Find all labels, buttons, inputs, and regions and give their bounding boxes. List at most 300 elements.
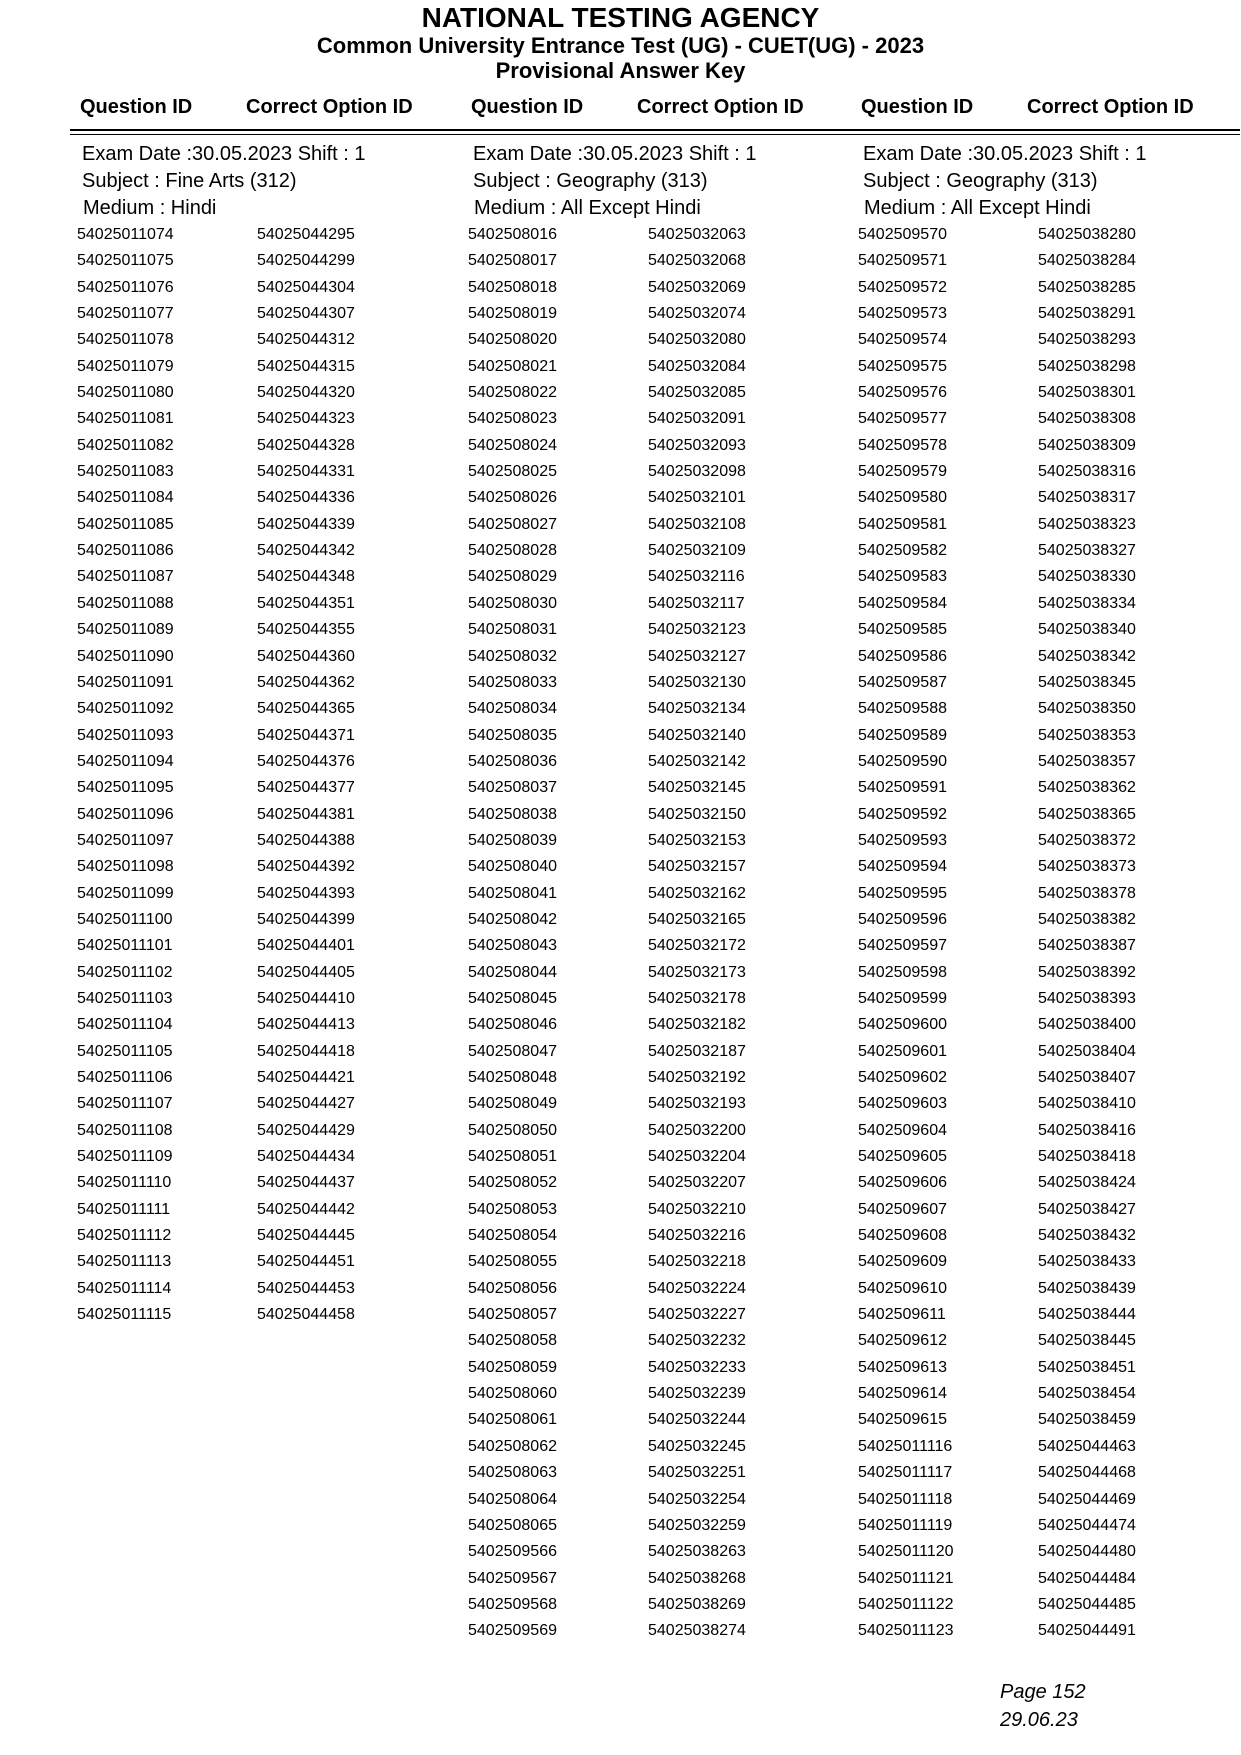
correct-option-id: 54025038378 — [1038, 884, 1136, 902]
question-id: 54025011103 — [77, 989, 173, 1007]
table-row — [858, 1407, 1241, 1433]
question-id: 54025011080 — [77, 384, 174, 402]
correct-option-id: 54025032173 — [648, 963, 746, 981]
correct-option-id: 54025038445 — [1038, 1332, 1136, 1350]
correct-option-id: 54025038269 — [648, 1595, 746, 1613]
table-row — [77, 1249, 467, 1275]
table-row — [468, 1434, 858, 1460]
correct-option-id: 54025038263 — [648, 1543, 746, 1561]
table-row — [468, 1566, 858, 1592]
col-header-correct-option-id-3: Correct Option ID — [1027, 96, 1194, 118]
table-row — [468, 222, 858, 248]
correct-option-id: 54025038373 — [1038, 858, 1136, 876]
table-row — [468, 433, 858, 459]
table-row — [468, 1328, 858, 1354]
table-row — [468, 275, 858, 301]
correct-option-id: 54025044434 — [257, 1148, 355, 1166]
table-row — [77, 1223, 467, 1249]
question-id: 5402508052 — [468, 1174, 557, 1192]
question-id: 5402509603 — [858, 1095, 947, 1113]
table-row — [77, 433, 467, 459]
correct-option-id: 54025044339 — [257, 515, 355, 533]
table-row — [77, 1276, 467, 1302]
table-row — [858, 1539, 1241, 1565]
table-row — [468, 301, 858, 327]
correct-option-id: 54025038432 — [1038, 1227, 1136, 1245]
question-id: 5402509606 — [858, 1174, 947, 1192]
question-id: 54025011116 — [858, 1437, 953, 1455]
question-id: 5402509576 — [858, 384, 947, 402]
question-id: 54025011092 — [77, 700, 174, 718]
correct-option-id: 54025038392 — [1038, 963, 1136, 981]
correct-option-id: 54025044451 — [257, 1253, 355, 1271]
correct-option-id: 54025044491 — [1038, 1622, 1136, 1640]
correct-option-id: 54025044458 — [257, 1306, 355, 1324]
correct-option-id: 54025044323 — [257, 410, 355, 428]
question-id: 5402508045 — [468, 989, 557, 1007]
table-row — [858, 1381, 1241, 1407]
correct-option-id: 54025032127 — [648, 647, 746, 665]
table-row — [468, 1012, 858, 1038]
correct-option-id: 54025038459 — [1038, 1411, 1136, 1429]
correct-option-id: 54025044388 — [257, 831, 355, 849]
correct-option-id: 54025032232 — [648, 1332, 746, 1350]
correct-option-id: 54025044410 — [257, 989, 355, 1007]
correct-option-id: 54025038353 — [1038, 726, 1136, 744]
table-row — [77, 1144, 467, 1170]
correct-option-id: 54025038433 — [1038, 1253, 1136, 1271]
table-row — [77, 960, 467, 986]
correct-option-id: 54025032074 — [648, 305, 746, 323]
correct-option-id: 54025032098 — [648, 463, 746, 481]
correct-option-id: 54025032193 — [648, 1095, 746, 1113]
question-id: 5402508016 — [468, 226, 557, 243]
question-id: 54025011119 — [858, 1516, 953, 1534]
table-row — [468, 538, 858, 564]
correct-option-id: 54025038362 — [1038, 779, 1136, 797]
question-id: 5402509573 — [858, 305, 947, 323]
correct-option-id: 54025038316 — [1038, 463, 1136, 481]
table-row — [468, 1539, 858, 1565]
question-id: 54025011115 — [77, 1306, 172, 1324]
table-row — [858, 1513, 1241, 1539]
question-id: 5402509572 — [858, 278, 947, 296]
table-row — [77, 1118, 467, 1144]
table-row — [468, 775, 858, 801]
table-row — [77, 749, 467, 775]
question-id: 5402509591 — [858, 779, 947, 797]
correct-option-id: 54025038284 — [1038, 252, 1136, 270]
question-id: 5402509612 — [858, 1332, 947, 1350]
question-id: 54025011084 — [77, 489, 174, 507]
correct-option-id: 54025032080 — [648, 331, 746, 349]
table-row — [858, 986, 1241, 1012]
question-id: 54025011122 — [858, 1595, 954, 1613]
correct-option-id: 54025032084 — [648, 357, 746, 375]
table-row — [858, 1012, 1241, 1038]
question-id: 5402509595 — [858, 884, 947, 902]
question-id: 5402508046 — [468, 1016, 557, 1034]
table-row — [858, 301, 1241, 327]
table-row — [468, 1302, 858, 1328]
correct-option-id: 54025038427 — [1038, 1200, 1136, 1218]
question-id: 5402508043 — [468, 937, 557, 955]
correct-option-id: 54025038350 — [1038, 700, 1136, 718]
table-row — [858, 1460, 1241, 1486]
correct-option-id: 54025044376 — [257, 752, 355, 770]
correct-option-id: 54025038309 — [1038, 436, 1136, 454]
question-id: 5402508039 — [468, 831, 557, 849]
correct-option-id: 54025032218 — [648, 1253, 746, 1271]
table-row — [858, 1065, 1241, 1091]
question-id: 5402508050 — [468, 1121, 557, 1139]
table-row — [858, 1566, 1241, 1592]
table-row — [858, 1487, 1241, 1513]
correct-option-id: 54025038298 — [1038, 357, 1136, 375]
question-id: 5402509599 — [858, 989, 947, 1007]
table-row — [858, 1223, 1241, 1249]
table-row — [468, 1249, 858, 1275]
table-row — [858, 433, 1241, 459]
question-id: 5402508031 — [468, 621, 557, 639]
table-row — [468, 248, 858, 274]
table-row — [468, 1197, 858, 1223]
question-id: 54025011096 — [77, 805, 174, 823]
table-row — [468, 512, 858, 538]
table-row — [858, 617, 1241, 643]
table-row — [77, 459, 467, 485]
table-row — [858, 775, 1241, 801]
question-id: 54025011099 — [77, 884, 174, 902]
table-row — [858, 1039, 1241, 1065]
question-id: 5402509609 — [858, 1253, 947, 1271]
correct-option-id: 54025038317 — [1038, 489, 1136, 507]
table-row — [77, 222, 467, 248]
question-id: 5402509589 — [858, 726, 947, 744]
table-row — [858, 644, 1241, 670]
table-row — [468, 881, 858, 907]
table-row — [468, 1487, 858, 1513]
question-id: 5402508036 — [468, 752, 557, 770]
question-id: 5402508026 — [468, 489, 557, 507]
question-id: 54025011120 — [858, 1543, 954, 1561]
table-row — [77, 986, 467, 1012]
question-id: 5402508020 — [468, 331, 557, 349]
question-id: 54025011111 — [77, 1200, 171, 1218]
correct-option-id: 54025032245 — [648, 1437, 746, 1455]
correct-option-id: 54025032178 — [648, 989, 746, 1007]
correct-option-id: 54025038444 — [1038, 1306, 1136, 1324]
correct-option-id: 54025032085 — [648, 384, 746, 402]
table-row — [77, 1091, 467, 1117]
correct-option-id: 54025032216 — [648, 1227, 746, 1245]
table-row — [858, 907, 1241, 933]
question-id: 5402509587 — [858, 673, 947, 691]
correct-option-id: 54025032093 — [648, 436, 746, 454]
table-row — [468, 1118, 858, 1144]
correct-option-id: 54025044480 — [1038, 1543, 1136, 1561]
header-rule-thin — [70, 134, 1240, 135]
question-id: 5402508041 — [468, 884, 557, 902]
correct-option-id: 54025038416 — [1038, 1121, 1136, 1139]
correct-option-id: 54025032109 — [648, 542, 746, 560]
correct-option-id: 54025032153 — [648, 831, 746, 849]
question-id: 5402509577 — [858, 410, 947, 428]
correct-option-id: 54025044469 — [1038, 1490, 1136, 1508]
table-row — [77, 591, 467, 617]
correct-option-id: 54025044295 — [257, 226, 355, 243]
correct-option-id: 54025044377 — [257, 779, 355, 797]
question-id: 5402508056 — [468, 1279, 557, 1297]
table-row — [468, 1355, 858, 1381]
question-id: 5402508042 — [468, 910, 557, 928]
question-id: 5402509613 — [858, 1358, 947, 1376]
table-row — [77, 301, 467, 327]
correct-option-id: 54025038404 — [1038, 1042, 1136, 1060]
question-id: 5402509601 — [858, 1042, 947, 1060]
correct-option-id: 54025032130 — [648, 673, 746, 691]
correct-option-id: 54025044299 — [257, 252, 355, 270]
question-id: 5402509588 — [858, 700, 947, 718]
question-id: 5402508021 — [468, 357, 557, 375]
correct-option-id: 54025044484 — [1038, 1569, 1136, 1587]
question-id: 54025011091 — [77, 673, 174, 691]
table-row — [77, 512, 467, 538]
question-id: 5402508049 — [468, 1095, 557, 1113]
col-header-correct-option-id-1: Correct Option ID — [246, 96, 413, 118]
table-row — [858, 1592, 1241, 1618]
section-geography-a — [468, 141, 858, 1645]
correct-option-id: 54025044413 — [257, 1016, 355, 1034]
table-row — [468, 617, 858, 643]
exam-date-shift: Exam Date :30.05.2023 Shift : 1 — [863, 143, 1147, 165]
table-row — [858, 1249, 1241, 1275]
correct-option-id: 54025044437 — [257, 1174, 355, 1192]
question-id: 5402509614 — [858, 1385, 947, 1403]
table-row — [468, 1592, 858, 1618]
question-id: 54025011098 — [77, 858, 174, 876]
correct-option-id: 54025032108 — [648, 515, 746, 533]
question-id: 5402509608 — [858, 1227, 947, 1245]
correct-option-id: 54025038308 — [1038, 410, 1136, 428]
table-row — [77, 248, 467, 274]
table-row — [77, 828, 467, 854]
col-header-question-id-3: Question ID — [861, 96, 974, 118]
table-row — [858, 1302, 1241, 1328]
table-row — [858, 1118, 1241, 1144]
header-rule — [70, 129, 1240, 131]
correct-option-id: 54025044453 — [257, 1279, 355, 1297]
table-row — [468, 749, 858, 775]
correct-option-id: 54025038387 — [1038, 937, 1136, 955]
question-id: 5402508033 — [468, 673, 557, 691]
correct-option-id: 54025038323 — [1038, 515, 1136, 533]
correct-option-id: 54025038291 — [1038, 305, 1136, 323]
table-row — [468, 1170, 858, 1196]
table-row — [468, 327, 858, 353]
table-row — [858, 1276, 1241, 1302]
correct-option-id: 54025044445 — [257, 1227, 355, 1245]
table-row — [858, 1618, 1241, 1644]
correct-option-id: 54025032172 — [648, 937, 746, 955]
question-id: 5402508029 — [468, 568, 557, 586]
correct-option-id: 54025044360 — [257, 647, 355, 665]
question-id: 5402508030 — [468, 594, 557, 612]
table-row — [858, 538, 1241, 564]
answer-rows — [468, 222, 858, 1645]
table-row — [468, 1223, 858, 1249]
question-id: 5402508061 — [468, 1411, 557, 1429]
table-row — [468, 723, 858, 749]
table-row — [468, 380, 858, 406]
table-row — [468, 1144, 858, 1170]
table-row — [858, 828, 1241, 854]
correct-option-id: 54025032182 — [648, 1016, 746, 1034]
correct-option-id: 54025044362 — [257, 673, 355, 691]
question-id: 54025011123 — [858, 1622, 954, 1640]
answer-rows — [858, 222, 1241, 1645]
correct-option-id: 54025038345 — [1038, 673, 1136, 691]
correct-option-id: 54025032165 — [648, 910, 746, 928]
question-id: 5402508027 — [468, 515, 557, 533]
correct-option-id: 54025038372 — [1038, 831, 1136, 849]
correct-option-id: 54025044365 — [257, 700, 355, 718]
table-row — [858, 512, 1241, 538]
correct-option-id: 54025032259 — [648, 1516, 746, 1534]
correct-option-id: 54025032069 — [648, 278, 746, 296]
table-row — [858, 1144, 1241, 1170]
question-id: 54025011100 — [77, 910, 173, 928]
correct-option-id: 54025032150 — [648, 805, 746, 823]
question-id: 5402509610 — [858, 1279, 947, 1297]
question-id: 54025011078 — [77, 331, 174, 349]
question-id: 5402508057 — [468, 1306, 557, 1324]
question-id: 5402509586 — [858, 647, 947, 665]
correct-option-id: 54025032116 — [648, 568, 745, 586]
question-id: 54025011114 — [77, 1279, 172, 1297]
table-row — [77, 723, 467, 749]
correct-option-id: 54025038280 — [1038, 226, 1136, 243]
question-id: 5402509578 — [858, 436, 947, 454]
correct-option-id: 54025032204 — [648, 1148, 746, 1166]
question-id: 5402508064 — [468, 1490, 557, 1508]
question-id: 5402509570 — [858, 226, 947, 243]
question-id: 5402508019 — [468, 305, 557, 323]
question-id: 5402509583 — [858, 568, 947, 586]
question-id: 5402509584 — [858, 594, 947, 612]
table-row — [858, 933, 1241, 959]
correct-option-id: 54025044392 — [257, 858, 355, 876]
table-row — [468, 1513, 858, 1539]
correct-option-id: 54025032187 — [648, 1042, 746, 1060]
correct-option-id: 54025032254 — [648, 1490, 746, 1508]
question-id: 5402509597 — [858, 937, 947, 955]
table-row — [77, 802, 467, 828]
table-row — [77, 1302, 467, 1328]
question-id: 5402508063 — [468, 1464, 557, 1482]
section-fine-arts — [77, 141, 467, 1328]
question-id: 5402509574 — [858, 331, 947, 349]
table-row — [468, 802, 858, 828]
correct-option-id: 54025032207 — [648, 1174, 746, 1192]
document-type: Provisional Answer Key — [495, 58, 746, 83]
correct-option-id: 54025032063 — [648, 226, 746, 243]
table-row — [468, 485, 858, 511]
question-id: 5402509600 — [858, 1016, 947, 1034]
question-id: 5402508038 — [468, 805, 557, 823]
question-id: 5402508035 — [468, 726, 557, 744]
subject: Subject : Fine Arts (312) — [82, 170, 297, 192]
question-id: 5402508054 — [468, 1227, 557, 1245]
question-id: 54025011077 — [77, 305, 174, 323]
question-id: 5402509604 — [858, 1121, 947, 1139]
table-row — [77, 327, 467, 353]
question-id: 5402509607 — [858, 1200, 947, 1218]
question-id: 54025011109 — [77, 1148, 173, 1166]
correct-option-id: 54025044418 — [257, 1042, 355, 1060]
question-id: 5402509569 — [468, 1622, 557, 1640]
correct-option-id: 54025044351 — [257, 594, 355, 612]
table-row — [468, 459, 858, 485]
correct-option-id: 54025038301 — [1038, 384, 1136, 402]
table-row — [858, 222, 1241, 248]
table-row — [468, 591, 858, 617]
correct-option-id: 54025044468 — [1038, 1464, 1136, 1482]
question-id: 5402508065 — [468, 1516, 557, 1534]
question-id: 5402509596 — [858, 910, 947, 928]
table-row — [858, 670, 1241, 696]
question-id: 5402509582 — [858, 542, 947, 560]
correct-option-id: 54025044485 — [1038, 1595, 1136, 1613]
correct-option-id: 54025044401 — [257, 937, 355, 955]
medium: Medium : All Except Hindi — [474, 197, 701, 219]
correct-option-id: 54025044399 — [257, 910, 355, 928]
subject: Subject : Geography (313) — [473, 170, 708, 192]
table-row — [468, 933, 858, 959]
question-id: 5402509585 — [858, 621, 947, 639]
correct-option-id: 54025044328 — [257, 436, 355, 454]
question-id: 54025011101 — [77, 937, 173, 955]
table-row — [858, 960, 1241, 986]
col-header-question-id-1: Question ID — [80, 96, 193, 118]
question-id: 5402508051 — [468, 1148, 557, 1166]
table-row — [468, 670, 858, 696]
table-row — [77, 1039, 467, 1065]
correct-option-id: 54025038334 — [1038, 594, 1136, 612]
correct-option-id: 54025044381 — [257, 805, 355, 823]
table-row — [77, 933, 467, 959]
question-id: 5402508023 — [468, 410, 557, 428]
correct-option-id: 54025038424 — [1038, 1174, 1136, 1192]
correct-option-id: 54025032239 — [648, 1385, 746, 1403]
table-row — [468, 907, 858, 933]
question-id: 54025011112 — [77, 1227, 172, 1245]
correct-option-id: 54025044320 — [257, 384, 355, 402]
correct-option-id: 54025038365 — [1038, 805, 1136, 823]
table-row — [77, 275, 467, 301]
correct-option-id: 54025044355 — [257, 621, 355, 639]
correct-option-id: 54025044312 — [257, 331, 355, 349]
question-id: 5402508022 — [468, 384, 557, 402]
table-row — [468, 828, 858, 854]
question-id: 5402509580 — [858, 489, 947, 507]
question-id: 54025011102 — [77, 963, 173, 981]
table-row — [77, 380, 467, 406]
question-id: 5402508032 — [468, 647, 557, 665]
correct-option-id: 54025044348 — [257, 568, 355, 586]
table-row — [858, 591, 1241, 617]
correct-option-id: 54025038357 — [1038, 752, 1136, 770]
